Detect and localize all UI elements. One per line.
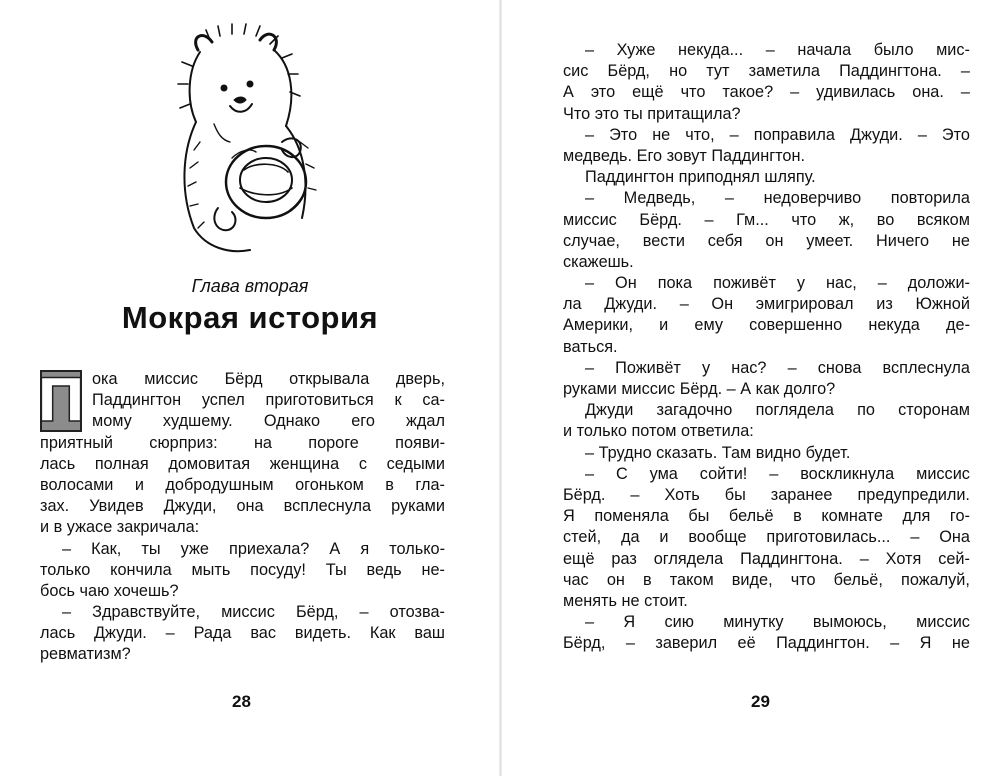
word: было: [873, 41, 914, 59]
word: совершенно: [749, 316, 843, 335]
word: Однако: [263, 412, 321, 431]
word: Хотя: [885, 549, 922, 568]
word: Бёрд,: [607, 62, 650, 81]
word: ему: [694, 316, 723, 335]
word: сис: [563, 62, 589, 81]
word: начала: [797, 41, 852, 59]
word: приехала?: [229, 539, 310, 558]
word: недоверчиво: [763, 189, 862, 208]
text-line: [563, 485, 970, 506]
word: пожалуй,: [901, 570, 970, 589]
word: руками: [391, 497, 445, 516]
word: –: [585, 189, 595, 208]
word: Ты: [325, 560, 347, 579]
word: Гм...: [736, 210, 769, 229]
word: открывала: [289, 370, 370, 388]
drop-cap-letter: П: [35, 366, 87, 436]
word: вымоюсь,: [812, 613, 887, 632]
word: –: [585, 41, 595, 59]
word: Как: [369, 624, 396, 643]
word: Джуди.: [849, 125, 903, 144]
text-line: [40, 496, 445, 517]
text-line: [40, 539, 445, 560]
word: Джуди,: [163, 497, 217, 516]
word: её: [737, 634, 756, 653]
word: го-: [949, 507, 970, 526]
word: успел: [201, 391, 245, 410]
word: Он: [711, 295, 734, 314]
word: –: [960, 62, 970, 81]
word: уже: [180, 539, 209, 558]
word: бы: [688, 507, 710, 526]
word: –: [960, 83, 970, 102]
word: что: [790, 570, 816, 589]
word: –: [625, 634, 635, 653]
word: заметила: [748, 62, 820, 81]
word: ла: [563, 295, 582, 314]
word: предупредили.: [857, 485, 970, 504]
word: эмигрировал: [755, 295, 854, 314]
word: отозва-: [389, 603, 445, 622]
word: в: [642, 570, 652, 589]
word: –: [790, 83, 800, 102]
word: пока: [657, 274, 693, 293]
word: умеет.: [806, 231, 854, 250]
text-line: [563, 570, 970, 591]
text-line: [563, 61, 970, 82]
word: не: [951, 634, 970, 653]
word: и: [134, 475, 144, 494]
word: кончила: [110, 560, 172, 579]
word: –: [724, 189, 734, 208]
text-line: и только потом ответила:: [563, 422, 754, 441]
word: но: [669, 62, 688, 81]
word: ждал: [406, 412, 445, 431]
word: сюрприз:: [149, 433, 218, 452]
word: Это: [609, 125, 638, 144]
word: на: [253, 433, 272, 452]
word: такое?: [722, 83, 774, 102]
word: Паддингтона.: [839, 62, 942, 81]
word: миссис: [563, 210, 617, 229]
word: Я: [919, 634, 932, 653]
word: стей,: [563, 528, 602, 547]
word: –: [359, 603, 369, 622]
word: не: [652, 125, 671, 144]
word: Это: [941, 125, 970, 144]
word: во: [876, 210, 895, 229]
text-line: [563, 40, 970, 61]
word: вас: [250, 624, 276, 643]
text-line: Паддингтон приподнял шляпу.: [585, 168, 816, 187]
text-line: руками миссис Бёрд. – А как долго?: [563, 380, 836, 398]
word: миссис: [144, 370, 199, 388]
word: заранее: [770, 485, 833, 504]
word: бы: [724, 485, 746, 504]
word: –: [679, 295, 689, 314]
word: бельё: [728, 507, 774, 526]
text-line: [40, 602, 445, 623]
chapter-label: Глава вторая: [191, 276, 309, 296]
text-line: [563, 188, 970, 209]
word: ж,: [838, 210, 855, 229]
word: миссис: [916, 613, 970, 632]
word: А: [563, 83, 574, 102]
text-line: [563, 549, 970, 570]
word: –: [917, 125, 927, 144]
word: сию: [664, 613, 694, 632]
word: случае,: [563, 231, 620, 250]
word: всплеснула: [882, 358, 970, 377]
text-line: скажешь.: [563, 252, 634, 271]
text-line: [563, 400, 970, 421]
word: миссис: [221, 603, 275, 622]
word: мому: [92, 412, 132, 431]
word: ваш: [414, 624, 445, 643]
word: –: [165, 624, 175, 643]
word: ведь: [366, 560, 402, 579]
word: Медведь,: [623, 189, 696, 208]
word: –: [890, 634, 900, 653]
text-line: [563, 210, 970, 231]
word: Бёрд: [224, 370, 263, 388]
word: нас?: [731, 358, 767, 377]
word: час: [563, 570, 589, 589]
right-page: [501, 0, 1001, 776]
word: с: [358, 454, 367, 473]
word: вообще: [688, 528, 747, 547]
word: Джуди.: [604, 295, 658, 314]
word: ока: [92, 370, 118, 388]
word: –: [585, 125, 595, 144]
text-line: [563, 82, 970, 103]
word: ума: [649, 464, 678, 483]
word: что: [680, 83, 706, 102]
word: Я: [623, 613, 636, 632]
word: Джуди.: [94, 624, 147, 643]
word: худшему.: [162, 412, 233, 431]
word: дверь,: [395, 370, 445, 388]
word: что,: [685, 125, 715, 144]
word: Он: [615, 274, 637, 293]
word: –: [765, 41, 775, 59]
text-line: [40, 433, 445, 454]
left-page: [0, 0, 500, 776]
word: оглядела: [653, 549, 724, 568]
word: по: [857, 401, 875, 420]
text-line: [563, 125, 970, 146]
paddington-bear-illustration: [170, 22, 340, 262]
text-line: медведь. Его зовут Паддингтон.: [563, 146, 805, 165]
word: –: [585, 274, 595, 293]
word: –: [859, 549, 869, 568]
word: Паддингтона.: [740, 549, 843, 568]
word: волосами: [40, 475, 114, 494]
word: к: [394, 391, 402, 410]
text-line: [563, 612, 970, 633]
word: всплеснула: [283, 497, 372, 516]
text-line: [563, 464, 970, 485]
word: –: [630, 485, 640, 504]
text-line: [40, 390, 445, 411]
word: некуда...: [678, 41, 744, 59]
word: я: [360, 539, 370, 558]
text-line: [40, 623, 445, 644]
text-line: [563, 231, 970, 252]
text-line: бось чаю хочешь?: [40, 581, 179, 600]
word: приготовилась...: [766, 528, 891, 547]
word: комнате: [821, 507, 883, 526]
text-line: [563, 315, 970, 336]
word: всяком: [916, 210, 970, 229]
word: Я: [563, 507, 575, 526]
text-line: [40, 454, 445, 475]
text-line: менять не стоит.: [563, 591, 688, 610]
word: для: [902, 507, 931, 526]
text-line: [40, 560, 445, 581]
word: таком: [669, 570, 714, 589]
word: поглядела: [755, 401, 834, 420]
word: Поживёт: [615, 358, 681, 377]
word: Она: [939, 528, 970, 547]
text-line: [40, 369, 445, 390]
word: ещё: [563, 549, 595, 568]
word: да: [620, 528, 640, 547]
word: С: [615, 464, 628, 483]
word: –: [877, 274, 887, 293]
word: лась: [40, 454, 76, 473]
word: –: [729, 125, 739, 144]
word: у: [796, 274, 806, 293]
word: повторила: [890, 189, 970, 208]
word: мис-: [936, 41, 970, 59]
word: са-: [422, 391, 445, 410]
text-line: [563, 527, 970, 548]
word: это: [590, 83, 616, 102]
word: у: [701, 358, 711, 377]
word: он: [606, 570, 625, 589]
word: –: [585, 464, 595, 483]
text-line: [563, 633, 970, 654]
word: добродушным: [165, 475, 274, 494]
word: он: [765, 231, 784, 250]
word: посуду!: [250, 560, 306, 579]
word: гла-: [415, 475, 445, 494]
text-line: Что это ты притащила?: [563, 104, 741, 123]
right-page-text: [563, 40, 970, 654]
word: поменяла: [594, 507, 669, 526]
word: себя: [707, 231, 743, 250]
page-number: 28: [232, 692, 251, 711]
word: –: [769, 464, 779, 483]
word: Америки,: [563, 316, 633, 335]
chapter-title: Мокрая история: [121, 300, 379, 335]
word: и: [659, 528, 669, 547]
word: некуда: [868, 316, 920, 335]
text-line: ваться.: [563, 337, 618, 356]
text-line: и в ужасе закричала:: [40, 518, 200, 537]
text-line: [563, 506, 970, 527]
word: снова: [817, 358, 862, 377]
word: ещё: [632, 83, 664, 102]
word: ты: [141, 539, 161, 558]
word: мыть: [191, 560, 231, 579]
word: –: [62, 539, 72, 558]
word: минутку: [723, 613, 784, 632]
word: только-: [389, 539, 445, 558]
word: доложи-: [907, 274, 970, 293]
word: только: [40, 560, 91, 579]
text-line: [40, 475, 445, 496]
word: сойти!: [699, 464, 748, 483]
word: зах.: [40, 497, 70, 516]
word: Бёрд,: [296, 603, 339, 622]
word: поживёт: [713, 274, 776, 293]
word: Бёрд,: [563, 634, 606, 653]
word: не: [951, 231, 970, 250]
word: Здравствуйте,: [92, 603, 201, 622]
word: из: [876, 295, 893, 314]
word: раз: [611, 549, 637, 568]
word: женщина: [269, 454, 340, 473]
text-line: [563, 294, 970, 315]
word: Увидев: [89, 497, 144, 516]
word: Рада: [193, 624, 232, 643]
word: Паддингтон.: [776, 634, 870, 653]
word: его: [351, 412, 375, 431]
word: полная: [94, 454, 149, 473]
word: видеть.: [294, 624, 352, 643]
word: нас,: [826, 274, 857, 293]
word: сей-: [938, 549, 970, 568]
word: вести: [642, 231, 685, 250]
text-line: – Трудно сказать. Там видно будет.: [585, 443, 851, 462]
word: миссис: [916, 464, 970, 483]
word: в: [385, 475, 394, 494]
word: воскликнула: [800, 464, 895, 483]
word: огоньком: [295, 475, 364, 494]
word: Бёрд.: [639, 210, 682, 229]
word: загадочно: [656, 401, 733, 420]
word: Хоть: [664, 485, 700, 504]
word: –: [704, 210, 714, 229]
word: пороге: [308, 433, 359, 452]
word: –: [787, 358, 797, 377]
word: она.: [912, 83, 944, 102]
word: что: [791, 210, 817, 229]
word: –: [585, 358, 595, 377]
word: домовитая: [168, 454, 251, 473]
text-line: [563, 273, 970, 294]
word: она: [236, 497, 264, 516]
word: приготовиться: [265, 391, 374, 410]
word: –: [910, 528, 920, 547]
word: де-: [946, 316, 970, 335]
word: появи-: [395, 433, 445, 452]
word: не-: [421, 560, 445, 579]
word: заверил: [655, 634, 718, 653]
word: Хуже: [616, 41, 656, 59]
word: Как,: [91, 539, 122, 558]
word: –: [585, 613, 595, 632]
word: тут: [706, 62, 730, 81]
word: приятный: [40, 433, 114, 452]
word: бельё,: [833, 570, 883, 589]
word: поправила: [753, 125, 835, 144]
word: удивилась: [816, 83, 896, 102]
word: А: [329, 539, 341, 558]
word: Паддингтон: [92, 391, 182, 410]
word: виде,: [731, 570, 773, 589]
word: Джуди: [585, 401, 634, 420]
word: в: [793, 507, 802, 526]
word: Бёрд.: [563, 485, 606, 504]
text-line: [563, 358, 970, 379]
left-page-text: [40, 369, 445, 666]
page-number: 29: [751, 692, 770, 711]
word: Ничего: [876, 231, 930, 250]
text-line: [40, 411, 445, 432]
text-line: ревматизм?: [40, 645, 131, 664]
word: седыми: [386, 454, 445, 473]
word: –: [62, 603, 72, 622]
word: сторонам: [898, 401, 970, 420]
word: лась: [40, 624, 76, 643]
word: и: [659, 316, 669, 335]
word: Южной: [915, 295, 970, 314]
